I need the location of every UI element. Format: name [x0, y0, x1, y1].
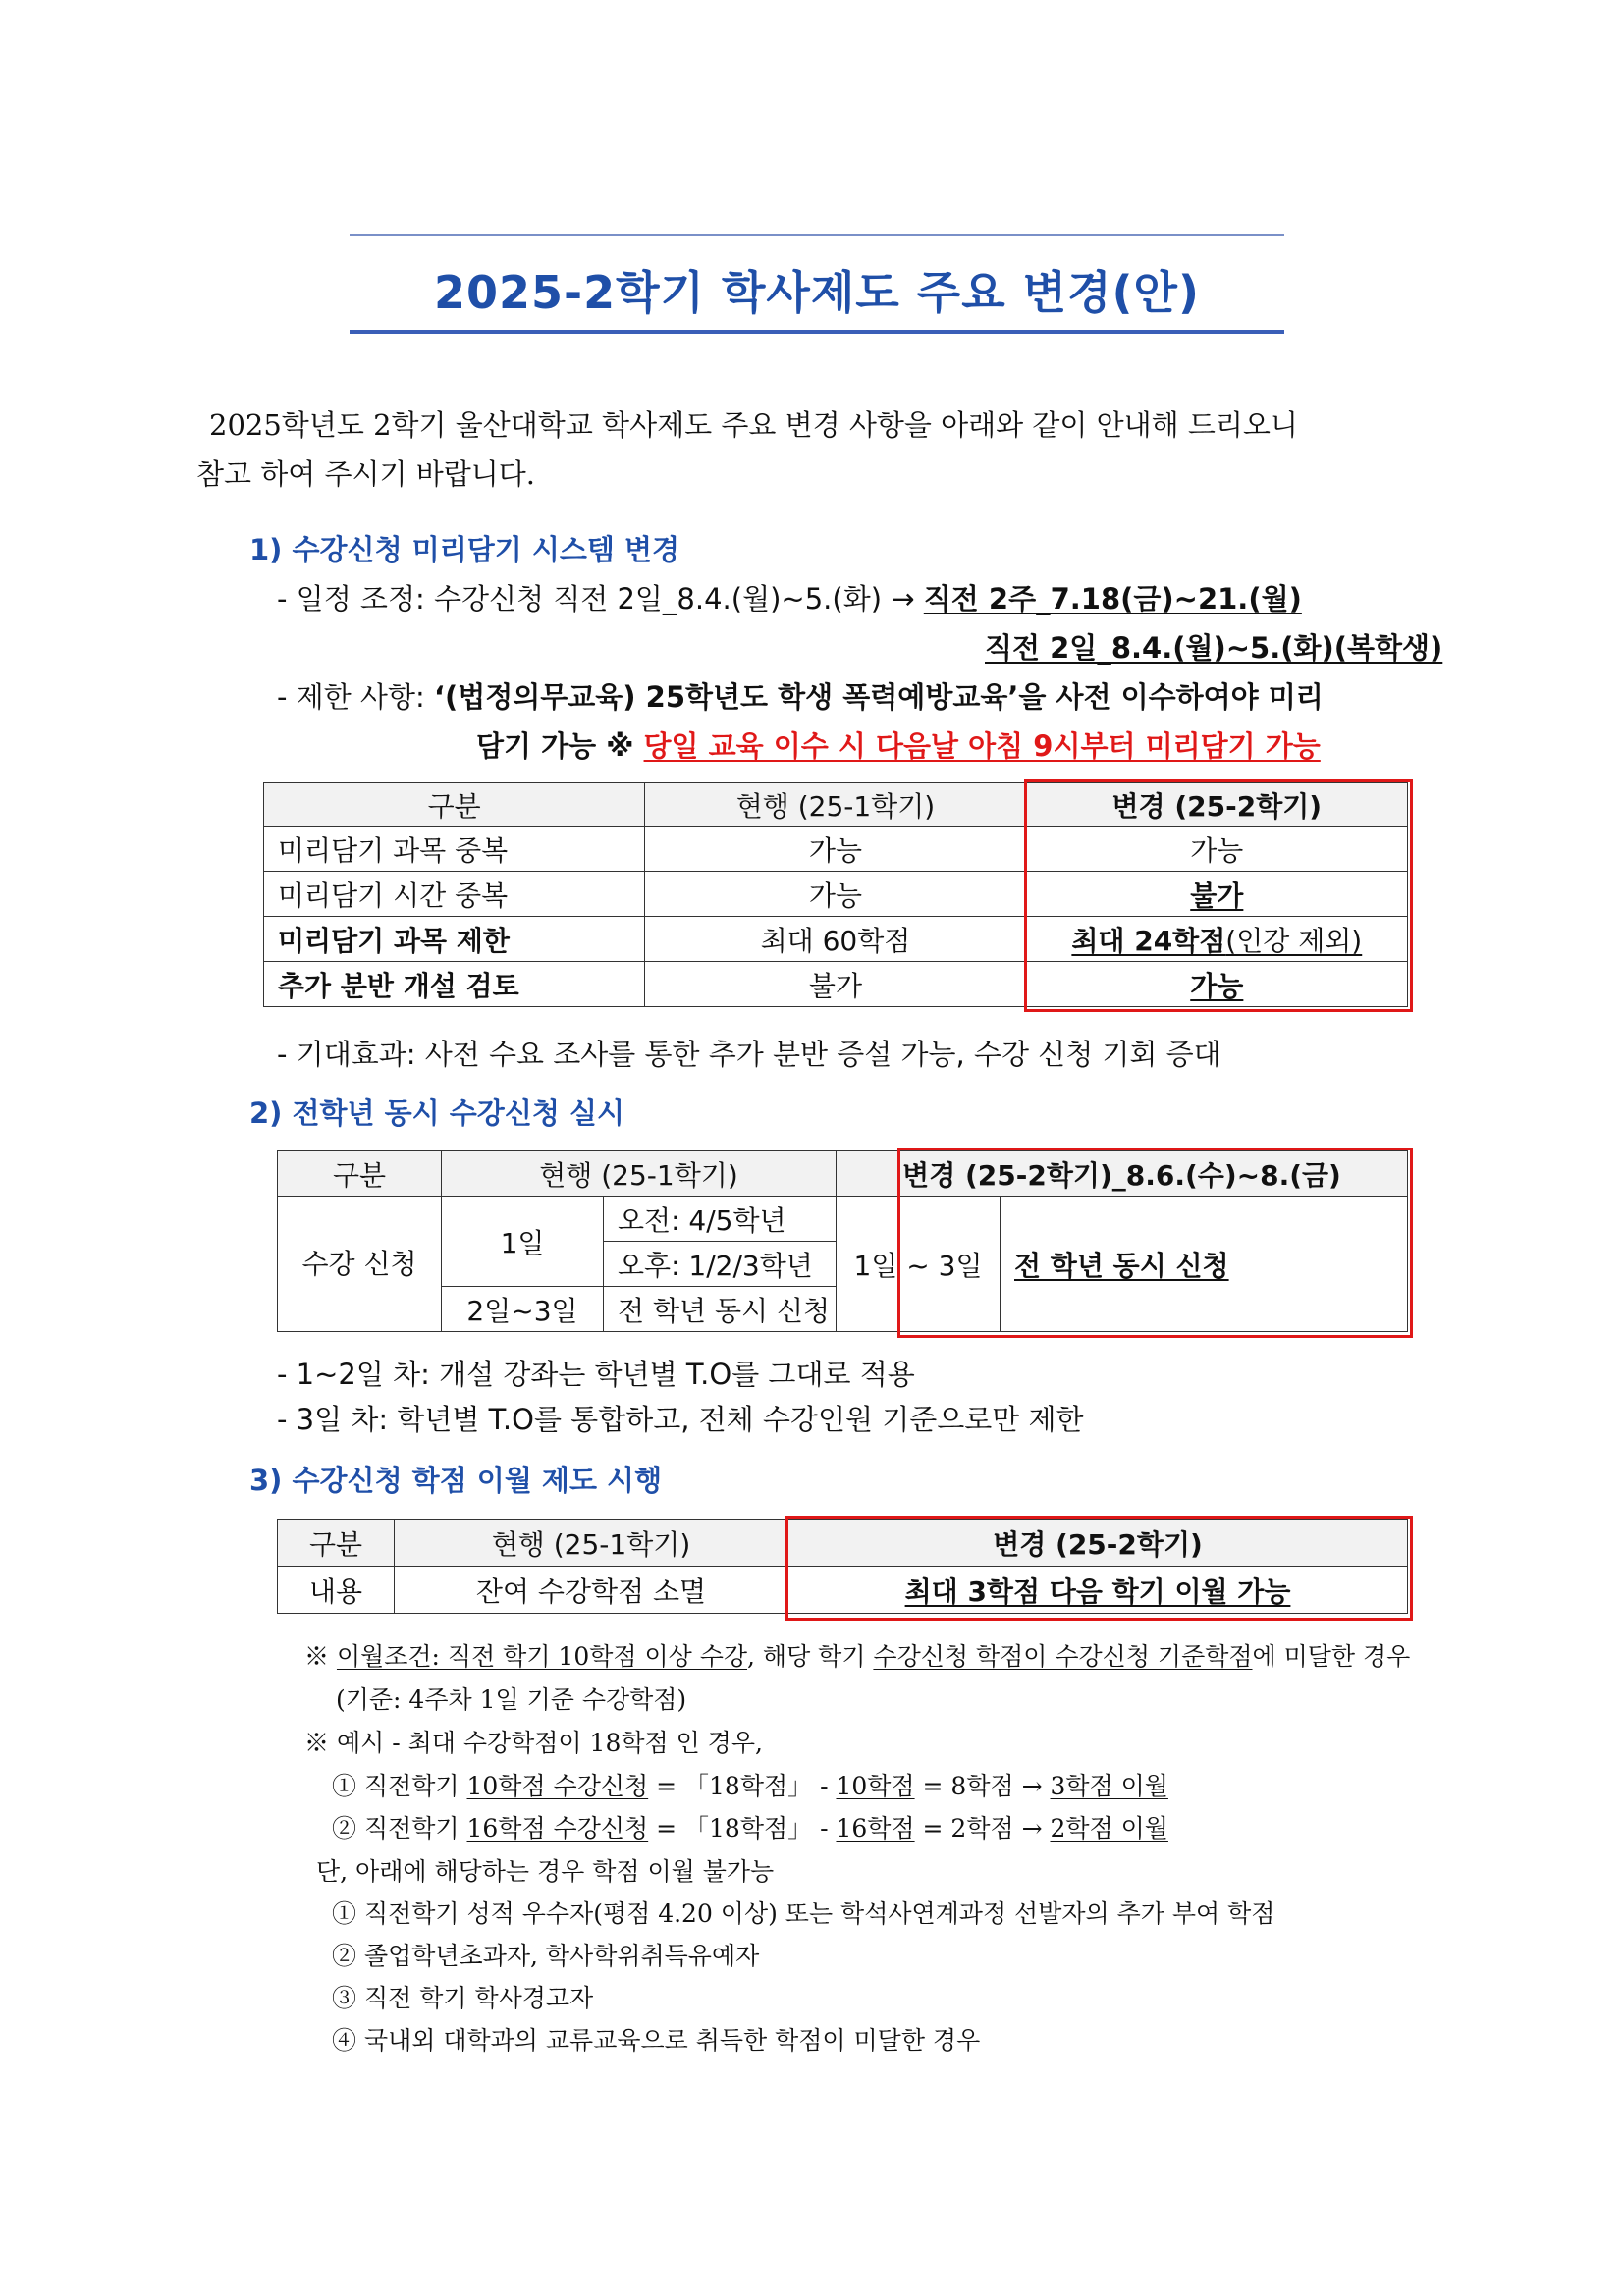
title-rule-top [350, 234, 1284, 236]
restrict-line-2 [476, 724, 1321, 765]
t3-h-gubun: 구분 [278, 1520, 395, 1567]
note-line-1: - 1~2일 차: 개설 강좌는 학년별 T.O를 그대로 적용 [277, 1358, 915, 1391]
exception-2: ② 졸업학년초과자, 학사학위취득유예자 [332, 1942, 760, 1970]
ex1-d: 10학점 [836, 1772, 915, 1800]
t3-row-current: 잔여 수강학점 소멸 [395, 1567, 788, 1614]
th-gubun: 구분 [264, 783, 645, 827]
row2-label: 미리담기 시간 중복 [264, 872, 645, 917]
row1-label: 미리담기 과목 중복 [264, 827, 645, 872]
th-current: 현행 (25-1학기) [645, 783, 1026, 827]
ex2-d: 16학점 [836, 1814, 915, 1842]
t2-change-all: 전 학년 동시 신청 [1001, 1197, 1408, 1332]
condition-u1: 이월조건: 직전 학기 10학점 이상 수강 [336, 1642, 748, 1671]
row4-label: 추가 분반 개설 검토 [264, 962, 645, 1007]
page-title: 2025-2학기 학사제도 주요 변경(안) [433, 266, 1200, 319]
condition-sub: (기준: 4주차 1일 기준 수강학점) [336, 1685, 687, 1714]
t2-all-current: 전 학년 동시 신청 [604, 1287, 837, 1332]
t2-day23: 2일~3일 [442, 1287, 604, 1332]
t2-pm: 오후: 1/2/3학년 [604, 1242, 837, 1287]
schedule-line [277, 577, 1302, 617]
effect-line: - 기대효과: 사전 수요 조사를 통한 추가 분반 증설 가능, 수강 신청 기회 증대 [277, 1038, 1221, 1071]
ex2-f: 2학점 이월 [1050, 1814, 1168, 1842]
table-registration [277, 1150, 1408, 1332]
row3-label: 미리담기 과목 제한 [264, 917, 645, 962]
restrict-line-1 [277, 675, 1324, 716]
t2-h-change: 변경 (25-2학기)_8.6.(수)~8.(금) [837, 1151, 1408, 1197]
schedule-new-2: 직전 2일_8.4.(월)~5.(화)(복학생) [985, 631, 1443, 665]
example-2 [332, 1809, 1168, 1844]
restrict-red-note: 당일 교육 이수 시 다음날 아침 9시부터 미리담기 가능 [643, 729, 1321, 763]
row1-change: 가능 [1026, 827, 1407, 872]
th-change: 변경 (25-2학기) [1026, 783, 1407, 827]
title-rule-bottom [350, 330, 1284, 334]
row2-current: 가능 [645, 872, 1026, 917]
restrict-bold-2: 담기 가능 ※ [476, 729, 644, 763]
t2-h-current: 현행 (25-1학기) [442, 1151, 837, 1197]
ex2-b: 16학점 수강신청 [466, 1814, 649, 1842]
note-line-2: - 3일 차: 학년별 T.O를 통합하고, 전체 수강인원 기준으로만 제한 [277, 1403, 1084, 1436]
exception-4: ④ 국내외 대학과의 교류교육으로 취득한 학점이 미달한 경우 [332, 2026, 981, 2055]
condition-mid: , 해당 학기 [747, 1642, 874, 1671]
ex1-c: = 「18학점」 - [648, 1772, 837, 1800]
t3-row-label: 내용 [278, 1567, 395, 1614]
table-preselect [263, 782, 1408, 1007]
condition-mark: ※ [304, 1642, 337, 1671]
ex1-a: ① 직전학기 [332, 1772, 467, 1800]
schedule-new-1: 직전 2주_7.18(금)~21.(월) [923, 582, 1302, 615]
restrict-prefix: - 제한 사항: [277, 680, 434, 714]
ex1-b: 10학점 수강신청 [466, 1772, 649, 1800]
section3-heading: 3) 수강신청 학점 이월 제도 시행 [249, 1464, 663, 1497]
example-1 [332, 1767, 1168, 1802]
condition-u2: 수강신청 학점이 수강신청 기준학점 [873, 1642, 1253, 1671]
row4-current: 불가 [645, 962, 1026, 1007]
row4-change: 가능 [1026, 962, 1407, 1007]
table-carryover [277, 1519, 1408, 1614]
exception-3: ③ 직전 학기 학사경고자 [332, 1984, 594, 2012]
condition-end: 에 미달한 경우 [1252, 1642, 1411, 1671]
intro-line-1: 2025학년도 2학기 울산대학교 학사제도 주요 변경 사항을 아래와 같이 안내해 드리오니 [209, 408, 1298, 442]
exception-1: ① 직전학기 성적 우수자(평점 4.20 이상) 또는 학석사연계과정 선발자의 추가 부여 학점 [332, 1899, 1275, 1928]
t3-h-change: 변경 (25-2학기) [788, 1520, 1408, 1567]
schedule-prefix: - 일정 조정: 수강신청 직전 2일_8.4.(월)~5.(화) → [277, 582, 924, 615]
t2-change-days: 1일 ~ 3일 [837, 1197, 1001, 1332]
intro-line-2: 참고 하여 주시기 바랍니다. [196, 457, 536, 491]
example-head: ※ 예시 - 최대 수강학점이 18학점 인 경우, [304, 1729, 763, 1757]
row3-current: 최대 60학점 [645, 917, 1026, 962]
t3-h-current: 현행 (25-1학기) [395, 1520, 788, 1567]
row3-change-note: (인강 제외) [1225, 924, 1363, 957]
condition-line [304, 1637, 1410, 1673]
ex2-e: = 2학점 → [914, 1814, 1051, 1842]
ex2-c: = 「18학점」 - [648, 1814, 837, 1842]
t2-am: 오전: 4/5학년 [604, 1197, 837, 1242]
section1-heading: 1) 수강신청 미리담기 시스템 변경 [249, 533, 679, 566]
exception-head: 단, 아래에 해당하는 경우 학점 이월 불가능 [316, 1857, 775, 1886]
ex2-a: ② 직전학기 [332, 1814, 467, 1842]
row3-change-main: 최대 24학점 [1071, 924, 1226, 957]
t2-rowlabel: 수강 신청 [278, 1197, 442, 1332]
row1-current: 가능 [645, 827, 1026, 872]
section2-heading: 2) 전학년 동시 수강신청 실시 [249, 1096, 624, 1130]
t3-row-change: 최대 3학점 다음 학기 이월 가능 [788, 1567, 1408, 1614]
row2-change: 불가 [1026, 872, 1407, 917]
t2-h-gubun: 구분 [278, 1151, 442, 1197]
ex1-f: 3학점 이월 [1050, 1772, 1168, 1800]
ex1-e: = 8학점 → [914, 1772, 1051, 1800]
row3-change [1026, 917, 1407, 962]
t2-day1: 1일 [442, 1197, 604, 1287]
restrict-bold-1: ‘(법정의무교육) 25학년도 학생 폭력예방교육’을 사전 이수하여야 미리 [433, 680, 1324, 714]
